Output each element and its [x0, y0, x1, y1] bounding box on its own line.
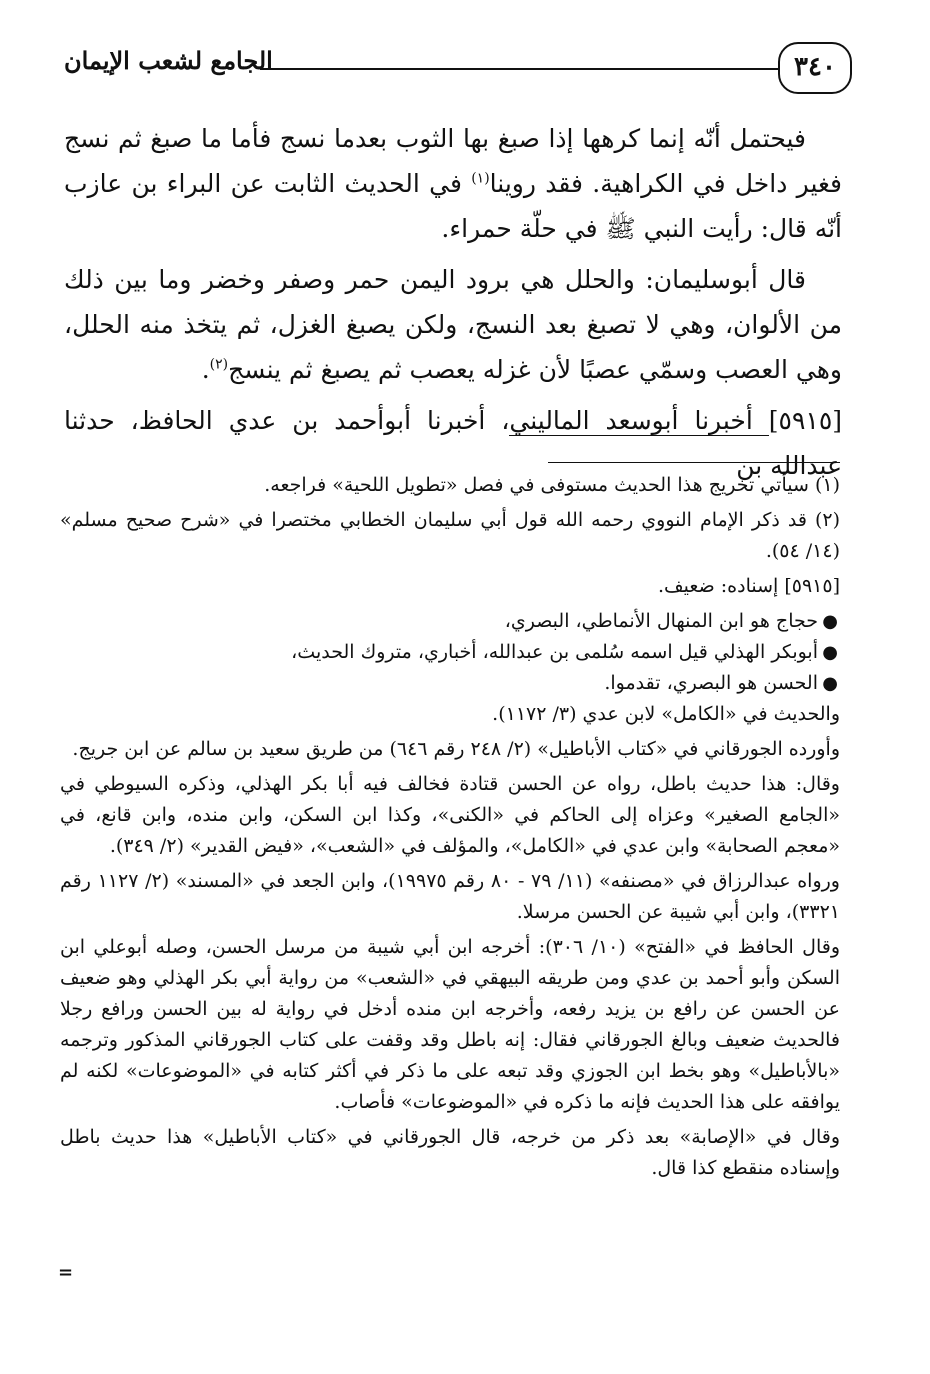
note-kamil: والحديث في «الكامل» لابن عدي (٣/ ١١٧٢).: [492, 703, 840, 725]
footnote-1: (١) سيأتي تخريج هذا الحديث مستوفى في فصل «تطويل اللحية» فراجعه.: [264, 474, 840, 496]
note-abdulrazzaq: ورواه عبدالرزاق في «مصنفه» (١١/ ٧٩ - ٨٠ رقم ١٩٩٧٥)، وابن الجعد في «المسند» (٢/ ١١٢٧ رقم ٣٣٢١)، وابن أبي شيبة عن الحسن مرسلا.: [60, 870, 840, 923]
header-rule: [260, 68, 780, 70]
list-item: ● أبوبكر الهذلي قيل اسمه سُلمى بن عبدالله، أخباري، متروك الحديث،: [60, 637, 840, 668]
footnotes: [60, 470, 840, 1188]
main-paragraph-2: قال أبوسليمان: والحلل هي برود اليمن حمر وصفر وخضر وما بين ذلك من الألوان، وهي لا تصبغ بعد النسج، ولكن يصبغ الغزل، ثم يتخذ منه الحلل، وهي العصب وسمّي عصبًا لأن غزله يعصب ثم يصبغ ثم ينسج$^{(٢)}$.: [64, 265, 842, 384]
footnote-ref-1: (١): [471, 170, 490, 187]
note-hafiz: وقال الحافظ في «الفتح» (١٠/ ٣٠٦): أخرجه ابن أبي شيبة من مرسل الحسن، وصله أبوعلي ابن السكن وأبو أحمد بن عدي ومن طريقه البيهقي في «الشعب» من رواية أبي بكر الهذلي وهو ضعيف عن الحسن عن رافع بن يزيد رفعه، وأخرجه ابن منده أدخل في رواية له بين الحسن ورافع رجلا فالحديث ضعيف وبالغ الجورقاني فقال: إنه باطل وقد وقفت على كتاب الجورقاني المذكور وترجمه «بالأباطيل» وهو بخط ابن الجوزي وقد تبعه على ما ذكر في أكثر كتابه في «الموضوعات» لكنه لم يوافقه على هذا الحديث فإنه ما ذكره في «الموضوعات» فأصاب.: [60, 936, 840, 1113]
page-header: [64, 40, 854, 102]
main-paragraph-1: فيحتمل أنّه إنما كرهها إذا صبغ بها الثوب بعدما نسج فأما ما صبغ ثم نسج فغير داخل في الكراهية. فقد روينا$^{(١)}$ في الحديث الثابت عن البراء بن عازب أنّه قال: رأيت النبي ﷺ في حلّة حمراء.: [64, 124, 842, 243]
footnote-ref-2: (٢): [209, 356, 229, 373]
narrator-list: [60, 606, 840, 699]
main-paragraph-3: [٥٩١٥] أخبرنا أبوسعد الماليني، أخبرنا أبوأحمد بن عدي الحافظ، حدثنا عبدالله بن: [64, 406, 843, 480]
isnad-grading: [٥٩١٥] إسناده: ضعيف.: [657, 575, 840, 597]
note-jawraqani: وأورده الجورقاني في «كتاب الأباطيل» (٢/ ٢٤٨ رقم ٦٤٦) من طريق سعيد بن سالم عن ابن جريج.: [72, 738, 840, 760]
footnote-2: (٢) قد ذكر الإمام النووي رحمه الله قول أبي سليمان الخطابي مختصرا في «شرح صحيح مسلم» (١٤/ ٥٤).: [60, 509, 840, 562]
running-title: الجامع لشعب الإيمان: [64, 46, 273, 75]
bullet-icon: ●: [822, 673, 838, 694]
hadith-number: [٥٩١٥]: [768, 406, 843, 435]
page-number: ٣٤٠: [778, 42, 852, 94]
list-item: ● الحسن هو البصري، تقدموا.: [60, 668, 840, 699]
continuation-mark: =: [58, 1262, 74, 1283]
footnote-separator: [548, 462, 840, 463]
note-qal: وقال: هذا حديث باطل، رواه عن الحسن قتادة فخالف فيه أبا بكر الهذلي، وذكره السيوطي في «الجامع الصغير» وعزاه إلى الحاكم في «الكنى»، وكذا ابن السكن، وابن منده، وابن قانع، في «معجم الصحابة» وابن عدي في «الكامل»، والمؤلف في «الشعب»، «فيض القدير» (٢/ ٣٤٩).: [60, 773, 840, 857]
list-item: ● حجاج هو ابن المنهال الأنماطي، البصري،: [60, 606, 840, 637]
note-isaba: وقال في «الإصابة» بعد ذكر من خرجه، قال الجورقاني في «كتاب الأباطيل» هذا حديث باطل وإسناده منقطع كذا قال.: [60, 1126, 840, 1179]
bullet-icon: ●: [822, 642, 838, 663]
main-text: [64, 116, 842, 494]
bullet-icon: ●: [822, 611, 838, 632]
underlined-narrator: أخبرنا أبوسعد الماليني: [509, 406, 769, 435]
